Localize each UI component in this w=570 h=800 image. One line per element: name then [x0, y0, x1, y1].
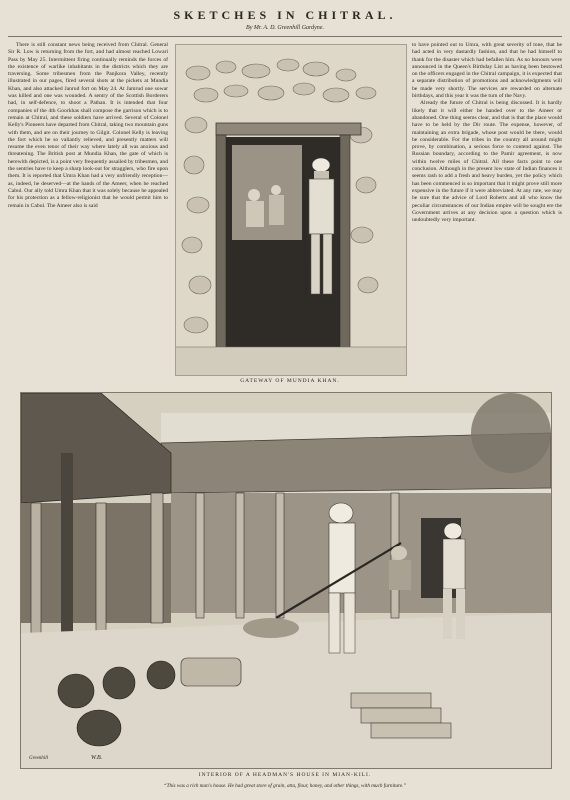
article-paragraph: to have pointed out to Umra, with great severity of tone, that he had acted in very dastardly fashion, and that he had himself to thank for the disaster which had befallen him. As no honours were announced in the Queen's Birthday List as having been bestowed on the officers engaged in the Chitral campaign, it is expected that a separate distribution of promotions and acknowledgments will be made very shortly. The services are rewarded on alternate birthdays, and this year it was the turn of the Navy.	[412, 42, 562, 100]
article-paragraph: Already the future of Chitral is being discussed. It is hardly likely that it will either be handed over to the Ameer or abandoned. One thing seems clear, and that is that the place would have to be held by the Dir route. The expense, however, of maintaining an extra brigade, whose post would be there, would be considerable. For the tribes in the country all around might prove, by combination, a serious force to contend against. The Russian boundary, according to the Pamir agreement, is now within twelve miles of Chitral. All these facts point to one conclusion. Although in the present low state of Indian finances it seems rash to add a fresh and heavy burden, yet the policy which has been commenced is so important that it might prove still more expensive in the future if it were abbreviated. At any rate, we may be sure that the advice of Lord Roberts and all who know the peculiar circumstances of our Indian empire will be sought ere the Government arrives at any decision upon a question which is undoubtedly very important.	[412, 100, 562, 224]
page-title: SKETCHES IN CHITRAL.	[173, 8, 397, 22]
gateway-illustration	[175, 44, 407, 376]
gateway-caption: GATEWAY OF MUNDIA KHAN.	[240, 378, 340, 384]
illustrator-signature-right: W.B.	[91, 755, 103, 761]
illustrator-signature-left: Greenhill	[29, 756, 48, 761]
interior-caption: INTERIOR OF A HEADMAN'S HOUSE IN MIAN-KILI.	[198, 772, 372, 778]
interior-quote: “This was a rich man's house. He had great store of grain, atta, flour, honey, and other things, with much furniture.”	[163, 783, 407, 789]
byline: By Mr. A. D. Greenhill Gardyne.	[246, 25, 324, 31]
article-paragraph: There is still constant news being received from Chitral. General Sir R. Low is returning from the fort, and had almost reached Lowari Pass by May 25. Intermittent firing continually reminds the forces of the existence of warlike inhabitants in the districts which they are traversing. Some tribesmen from the Panjkora Valley, recently illustrated in our pages, fired several shots at the pickets at Mundia Khan, and also attacked Janrud fort on May 24. At Jamrud one sowar was killed and one was wounded. A sentry of the Scottish Borderers had, in self-defence, to shoot a Pathan. It is intended that four companies of the 4th Goorkhas shall compose the garrison which is to remain at Chitral, and these soldiers have arrived. Several of Colonel Kelly's Pioneers have departed from Chitral, taking two mountain guns with them, and are on their journey to Gilgit. Colonel Kelly is leaving the fort which he so valiantly relieved, and presently matters will resume the even tenor of their way where lately all was anxious and threatening. The British post at Mundia Khan, the gate of which is herewith depicted, is a point very frequently assailed by tribesmen, and the sentries have to keep a sharp look-out for stragglers, who fire upon them. It is reported that Umra Khan had a very unfriendly reception—as, indeed, he deserved—at the hands of the Ameer, when he reached Cabul. Our ally told Umra Khan that it was solely because he appealed for his protection as a fellow-religionist that he would permit him to remain in Cabul. The Ameer also is said	[8, 42, 168, 209]
headman-house-illustration	[20, 392, 552, 769]
header-rule	[8, 36, 562, 37]
article-right-column	[412, 42, 562, 392]
article-left-column	[8, 42, 168, 382]
